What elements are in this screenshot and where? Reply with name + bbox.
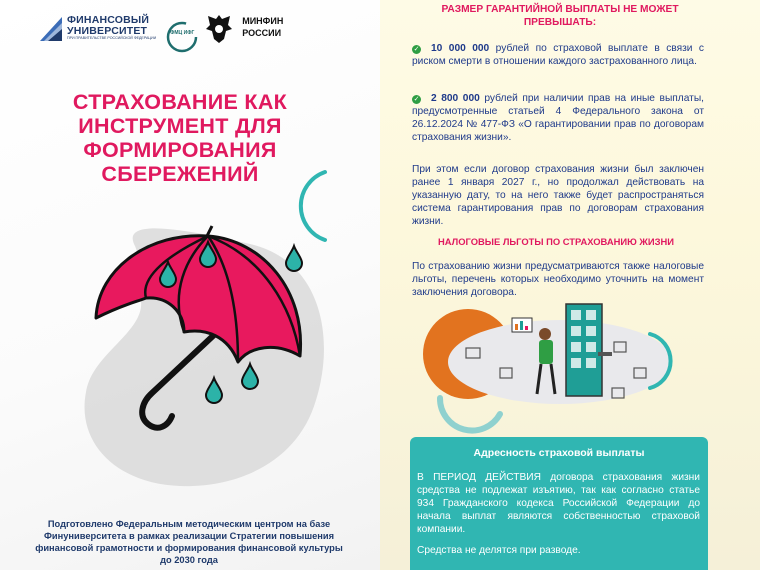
guarantee-note: При этом если договор страхования жизни был заключен ранее 1 января 2027 г., но продолжал действовать на указанную дату, то на него также будет распространяться система гарантирования прав по договорам страхования жизни.	[412, 164, 704, 228]
header-logos	[38, 8, 283, 48]
teal-arc-left	[301, 172, 325, 240]
fu-name-line1: ФИНАНСОВЫЙ	[67, 14, 150, 27]
minfin-line1: МИНФИН	[242, 16, 284, 27]
guarantee-item-1	[412, 42, 704, 68]
tax-text: По страхованию жизни предусматриваются также налоговые льготы, перечень которых необходимо уточнить на момент заключения договора.	[412, 261, 704, 299]
financial-university-logo	[38, 13, 156, 43]
card-divorce-text: Средства не делятся при разводе.	[417, 545, 581, 556]
guarantee-heading: РАЗМЕР ГАРАНТИЙНОЙ ВЫПЛАТЫ НЕ МОЖЕТ ПРЕВЫШАТЬ:	[441, 4, 679, 28]
page-title: СТРАХОВАНИЕ КАК ИНСТРУМЕНТ ДЛЯ ФОРМИРОВАНИЯ СБЕРЕЖЕНИЙ	[72, 90, 288, 187]
payout-card	[410, 437, 708, 570]
item2-text: рублей при наличии прав на иные выплаты, предусмотренные статьей 4 Федерального закона от 26.12.2024 № 477-ФЗ «О гарантировании прав по договорам страхования жизни».	[412, 93, 704, 144]
card-title: Адресность страховой выплаты	[473, 447, 645, 459]
person-illustration	[423, 304, 672, 431]
item1-amount: 10 000 000	[431, 43, 490, 54]
fmc-logo	[166, 21, 198, 36]
check-icon: ✓	[413, 46, 420, 53]
minfin-line2: РОССИИ	[242, 28, 282, 38]
tax-heading: НАЛОГОВЫЕ ЛЬГОТЫ ПО СТРАХОВАНИЮ ЖИЗНИ	[438, 236, 674, 247]
card-text: В ПЕРИОД ДЕЙСТВИЯ договора страхования жизни средства не подлежат изъятию, так как согласно статье 934 Гражданского кодекса Российской Федерации до начала выплат являются собственностью страховой компании.	[417, 472, 700, 536]
item2-amount: 2 800 000	[431, 93, 480, 104]
fu-name-line2: УНИВЕРСИТЕТ	[67, 24, 148, 37]
guarantee-item-2	[412, 92, 704, 144]
fmc-ring-icon	[166, 21, 198, 53]
fu-subtitle: ПРИ ПРАВИТЕЛЬСТВЕ РОССИЙСКОЙ ФЕДЕРАЦИИ	[67, 36, 157, 41]
check-icon: ✓	[413, 96, 420, 103]
coat-of-arms-icon	[204, 11, 234, 45]
item1-text: рублей по страховой выплате в связи с риском смерти в отношении каждого застрахованного лица.	[412, 43, 705, 68]
bottom-note: Подготовлено Федеральным методическим центром на базе Финуниверситета в рамках реализации Стратегии повышения финансовой грамотности и формирования финансовой культуры до 2030 года	[35, 519, 343, 566]
minfin-logo	[242, 16, 283, 39]
fmc-label: ФМЦ ИФГ	[170, 29, 195, 36]
fu-emblem-icon	[38, 13, 64, 43]
